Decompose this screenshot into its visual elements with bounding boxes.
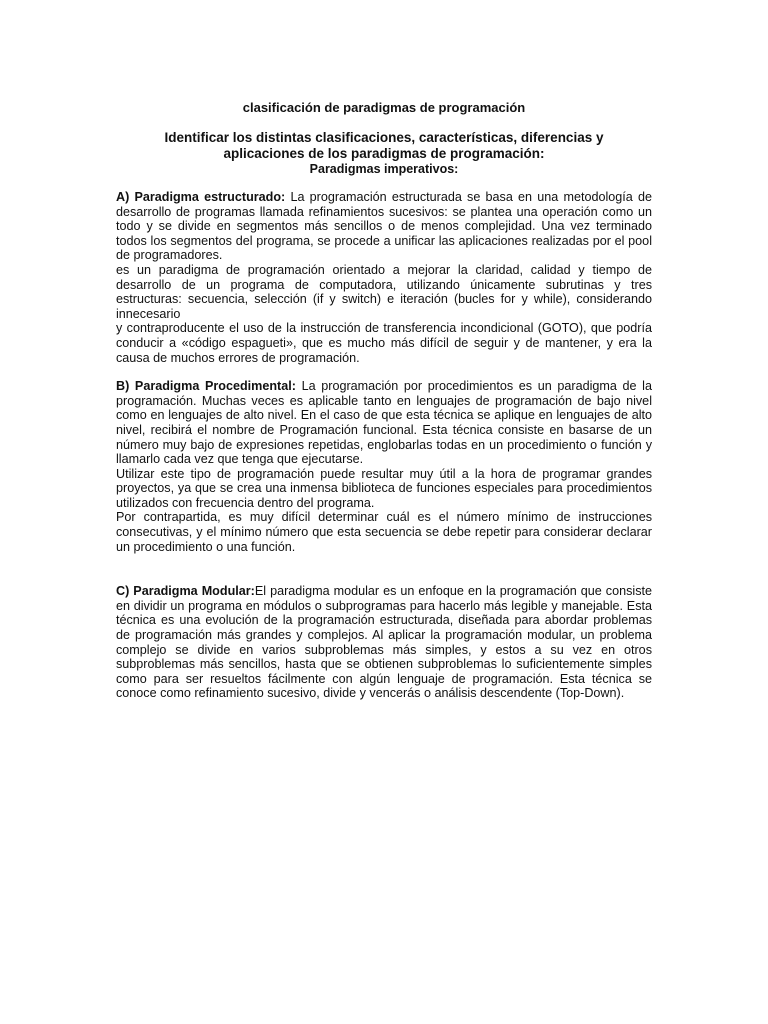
- section-a-label: A) Paradigma estructurado:: [116, 190, 286, 204]
- document-subtitle-line-1: Identificar los distintas clasificaciones, características, diferencias y: [164, 130, 604, 145]
- document-title: clasificación de paradigmas de programación: [242, 100, 526, 115]
- section-a: [116, 190, 652, 365]
- section-c-text-1: El paradigma modular es un enfoque en la programación que consiste en dividir un programa en módulos o subprogramas para hacerlo más legible y manejable. Esta técnica es una evolución de la programación estructurada, diseñada para abordar problemas de programación más grandes y complejos. Al aplicar la programación modular, un problema complejo se divide en varios subproblemas más simples, y estos a su vez en otros subproblemas más sencillos, hasta que se obtienen subproblemas lo suficientemente simples como para ser resueltos fácilmente con algún lenguaje de programación. Esta técnica se conoce como refinamiento sucesivo, divide y vencerás o análisis descendente (Top-Down).: [116, 584, 652, 701]
- section-heading: Paradigmas imperativos:: [309, 162, 459, 176]
- spacer: [116, 554, 652, 584]
- section-b-paragraph-2: Utilizar este tipo de programación puede resultar muy útil a la hora de programar grandes proyectos, ya que se crea una inmensa biblioteca de funciones especiales para procedimientos utilizados con frecuencia dentro del programa.: [116, 466, 652, 510]
- section-a-paragraph-1: [116, 190, 652, 263]
- section-a-paragraph-2: es un paradigma de programación orientado a mejorar la claridad, calidad y tiempo de desarrollo de un programa de computadora, utilizando únicamente subrutinas y tres estructuras: secuencia, selección (if y switch) e iteración (bucles for y while), considerando innecesario: [116, 262, 652, 321]
- section-a-text-1: La programación estructurada se basa en una metodología de desarrollo de programas llamada refinamientos sucesivos: se plantea una operación como un todo y se divide en segmentos más sencillos o de menos complejidad. Una vez terminado todos los segmentos del programa, se procede a unificar las aplicaciones realizadas por el pool de programadores.: [116, 190, 652, 263]
- section-c: [116, 584, 652, 701]
- section-b: [116, 379, 652, 554]
- section-c-paragraph-1: [116, 584, 652, 701]
- section-b-text-1: La programación por procedimientos es un paradigma de la programación. Muchas veces es aplicable tanto en lenguajes de programación de bajo nivel como en lenguajes de alto nivel. En el caso de que esta técnica se aplique en lenguajes de alto nivel, recibirá el nombre de Programación funcional. Esta técnica consiste en basarse de un número muy bajo de expresiones repetidas, englobarlas todas en un procedimiento o función y llamarlo cada vez que tenga que ejecutarse.: [116, 379, 652, 467]
- spacer: [116, 365, 652, 379]
- document-subtitle-line-2: aplicaciones de los paradigmas de programación:: [223, 146, 545, 161]
- section-b-paragraph-1: [116, 379, 652, 467]
- section-c-label: C) Paradigma Modular:: [116, 584, 255, 599]
- section-a-paragraph-3: y contraproducente el uso de la instrucción de transferencia incondicional (GOTO), que podría conducir a «código espagueti», que es mucho más difícil de seguir y de mantener, y era la causa de muchos errores de programación.: [116, 321, 652, 365]
- section-b-paragraph-3: Por contrapartida, es muy difícil determinar cuál es el número mínimo de instrucciones consecutivas, y el mínimo número que esta secuencia se debe repetir para considerar declarar un procedimiento o una función.: [116, 510, 652, 554]
- section-b-label: B) Paradigma Procedimental:: [116, 379, 296, 394]
